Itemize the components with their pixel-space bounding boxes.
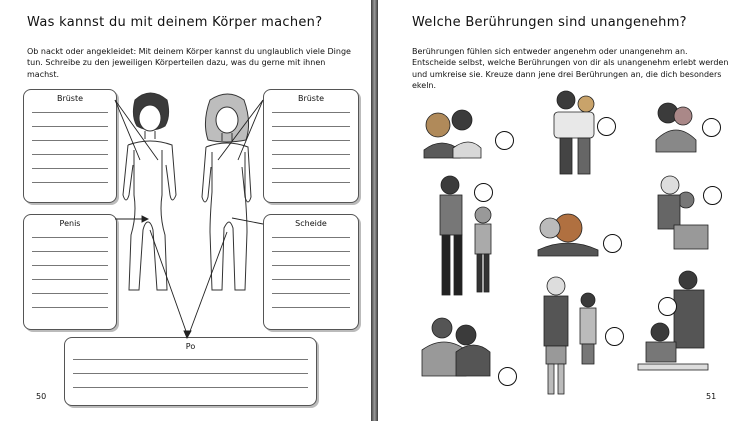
scene-couple-reading — [554, 91, 594, 174]
box-label: Po — [185, 342, 196, 351]
scene-kiss-cheek — [424, 110, 481, 158]
body-figures-illustration — [0, 0, 371, 421]
scene-adult-and-child — [544, 277, 596, 394]
scene-helping-homework — [638, 271, 708, 370]
boy-face — [139, 105, 161, 131]
girl-torso — [202, 143, 251, 202]
boy-torso — [123, 141, 176, 200]
right-page-title: Welche Berührungen sind unangenehm? — [412, 15, 687, 30]
box-label: Scheide — [295, 219, 327, 228]
boy-legs — [129, 150, 167, 290]
box-label: Brüste — [56, 94, 84, 103]
scene-comfort-shoulder — [422, 318, 490, 376]
scene-grandpa-child — [658, 176, 708, 249]
scene-hug-sofa — [656, 103, 696, 152]
page-number-left: 50 — [36, 392, 47, 401]
answer-circle-5[interactable] — [603, 234, 622, 253]
touch-scenes-illustration — [378, 0, 750, 421]
left-page — [0, 0, 371, 421]
book-gutter — [371, 0, 378, 421]
answer-circle-8[interactable] — [605, 327, 624, 346]
girl-legs — [210, 152, 247, 290]
answer-circle-4[interactable] — [474, 183, 493, 202]
right-page — [378, 0, 750, 421]
page-number-right: 51 — [706, 392, 717, 401]
box-label: Penis — [59, 219, 81, 228]
answer-circle-7[interactable] — [498, 367, 517, 386]
right-page-intro: Berührungen fühlen sich entweder angenehm oder unangenehm an. Entscheide selbst, welche Berührungen von dir als unangenehm erlebt werden und umkreise sie. Kreuze dann jene drei Berührungen an, die dich besonders ekeln. — [412, 47, 729, 90]
answer-circle-1[interactable] — [495, 131, 514, 150]
answer-circle-9[interactable] — [658, 297, 677, 316]
box-label: Brüste — [297, 94, 325, 103]
answer-circle-3[interactable] — [702, 118, 721, 137]
scene-nuzzling — [538, 214, 598, 256]
left-page-title: Was kannst du mit deinem Körper machen? — [27, 15, 323, 30]
answer-circle-6[interactable] — [703, 186, 722, 205]
girl-face — [216, 107, 238, 133]
answer-circle-2[interactable] — [597, 117, 616, 136]
left-page-intro: Ob nackt oder angekleidet: Mit deinem Körper kannst du unglaublich viele Dinge tun. Schreibe zu den jeweiligen Körperteilen dazu, was du gerne mit ihnen machst. — [27, 47, 351, 79]
